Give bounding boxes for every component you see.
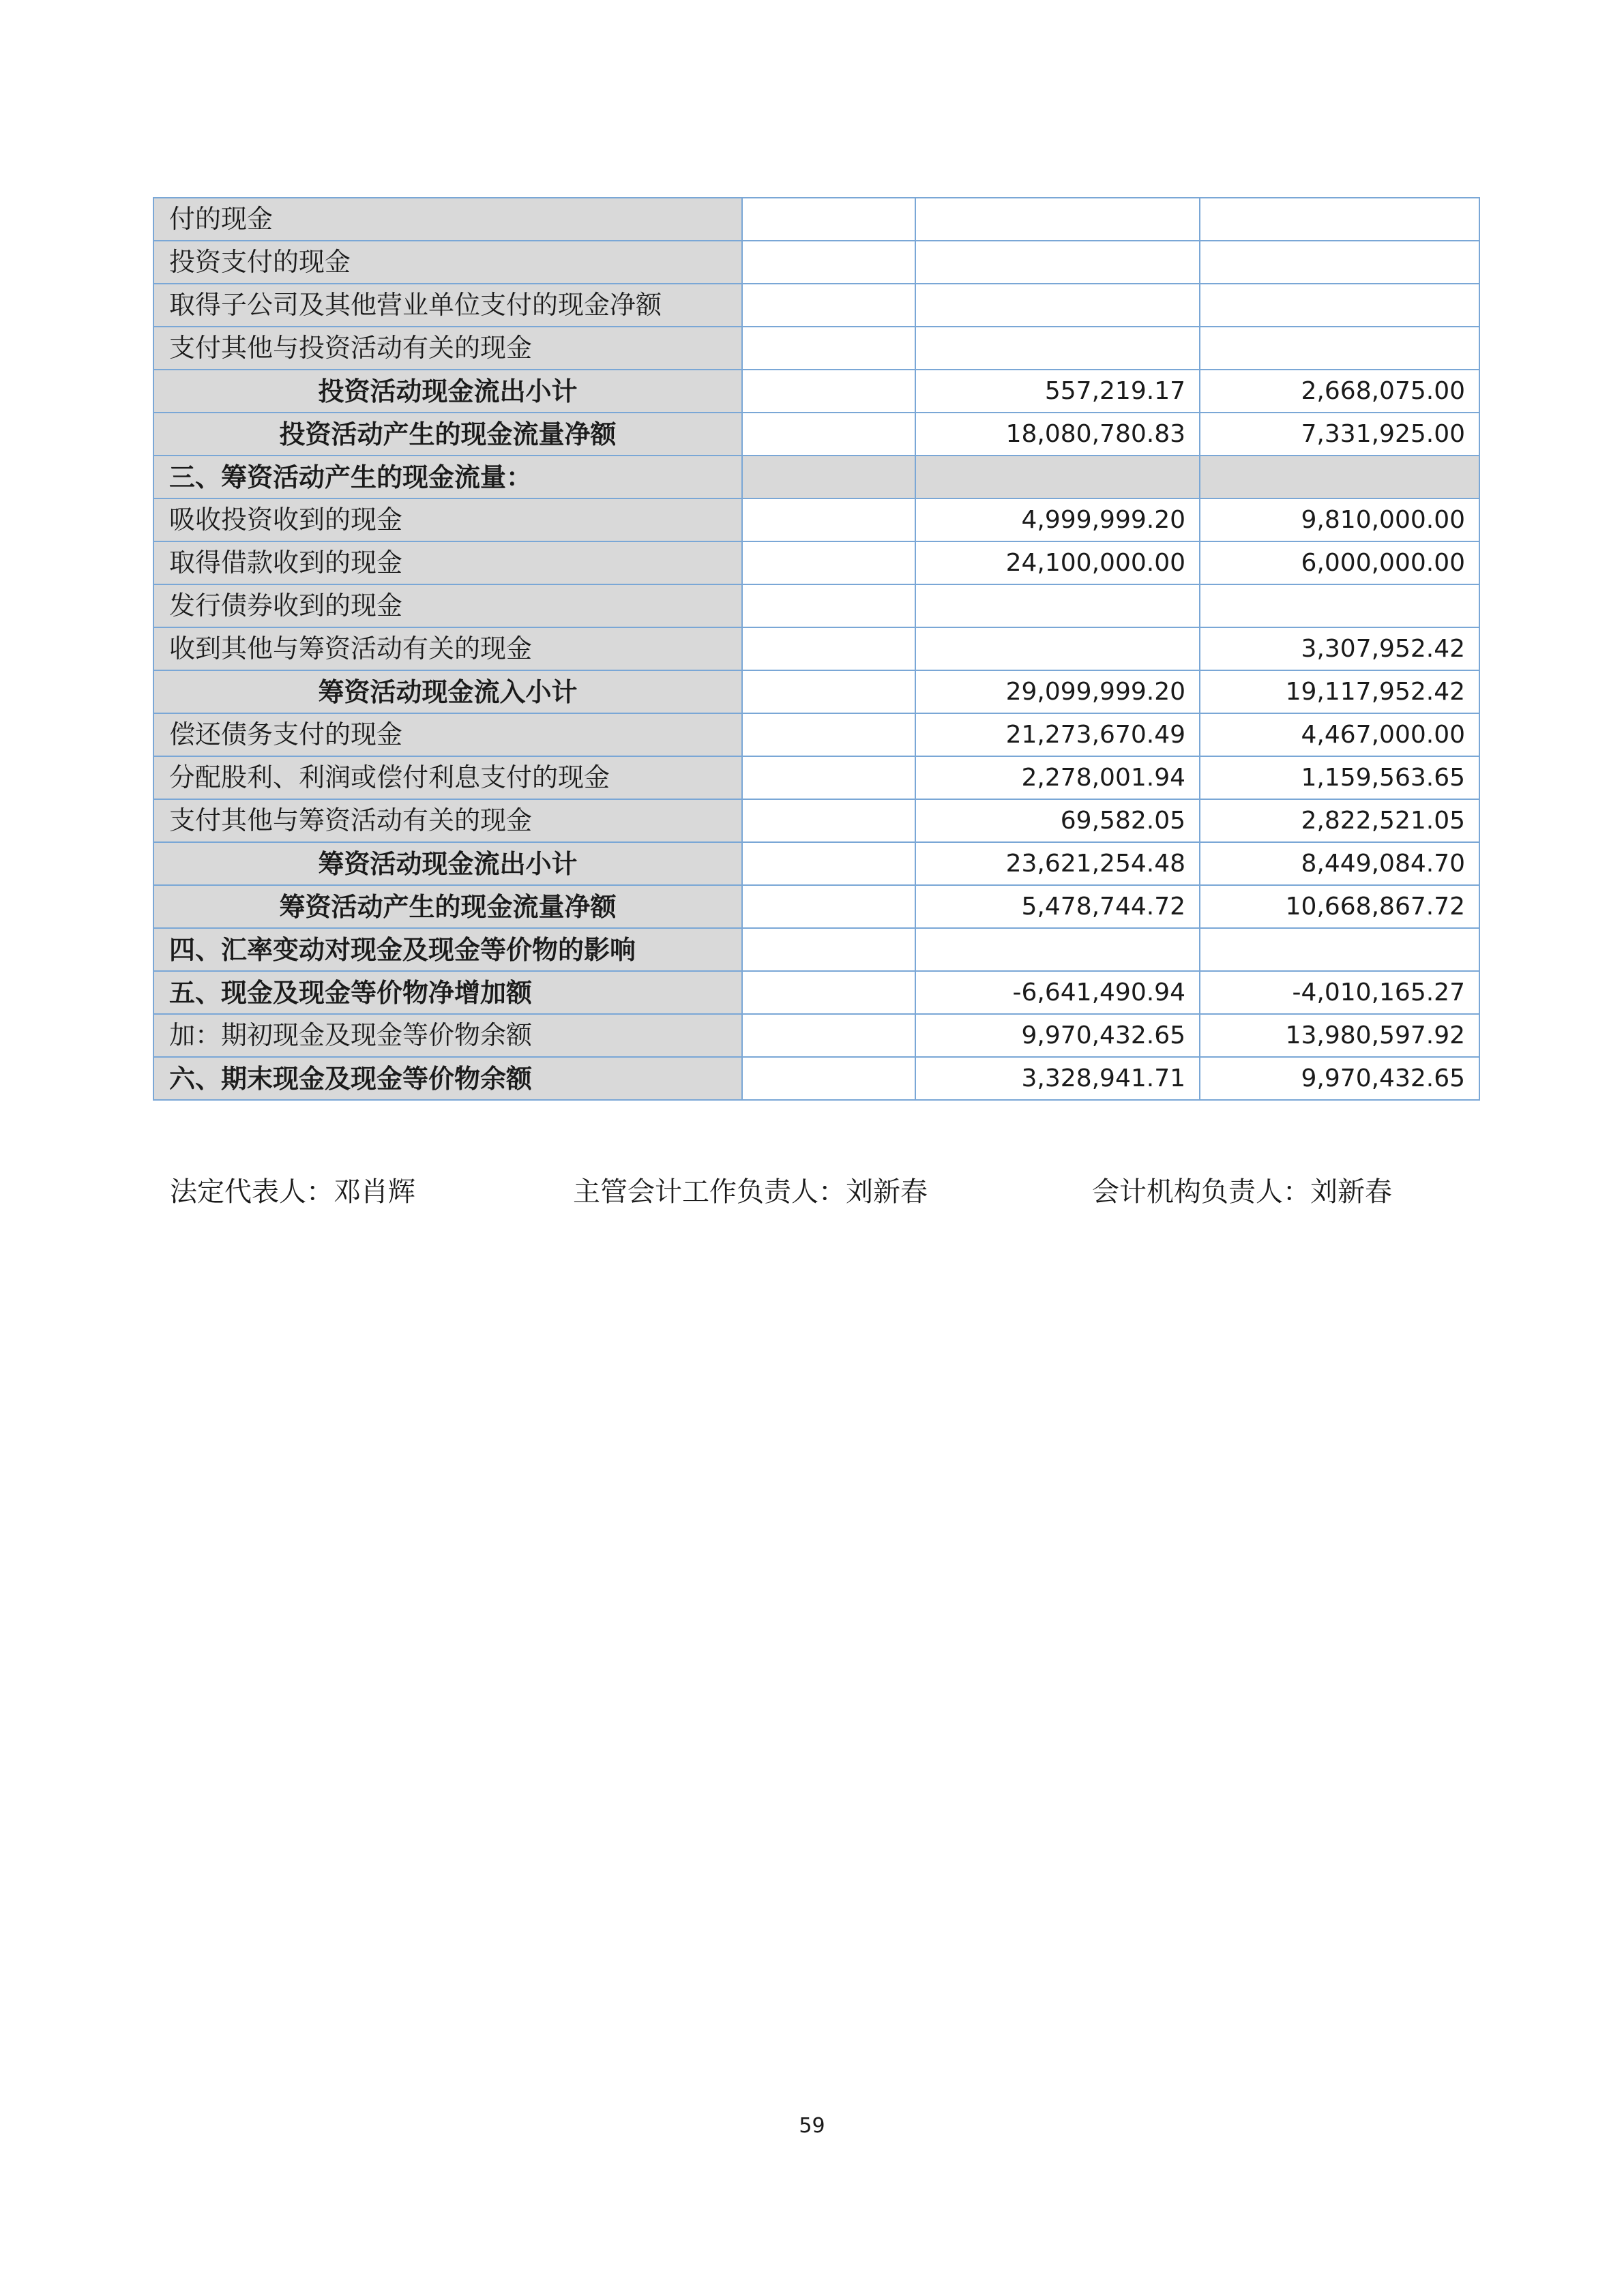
note-cell — [742, 713, 915, 756]
prior-period-value: -4,010,165.27 — [1200, 971, 1479, 1014]
row-label: 投资活动产生的现金流量净额 — [153, 413, 742, 456]
row-label: 付的现金 — [153, 198, 742, 241]
prior-period-value: 2,822,521.05 — [1200, 799, 1479, 842]
accounting-head-signature: 主管会计工作负责人：刘新春 — [573, 1176, 928, 1208]
row-label: 收到其他与筹资活动有关的现金 — [153, 627, 742, 670]
note-cell — [742, 1057, 915, 1100]
note-cell — [742, 627, 915, 670]
table-row — [153, 670, 1479, 713]
prior-period-value: 19,117,952.42 — [1200, 670, 1479, 713]
row-label: 投资支付的现金 — [153, 241, 742, 284]
row-label: 分配股利、利润或偿付利息支付的现金 — [153, 756, 742, 799]
row-label: 六、期末现金及现金等价物余额 — [153, 1057, 742, 1100]
current-period-value: 3,328,941.71 — [915, 1057, 1200, 1100]
table-row — [153, 928, 1479, 971]
note-cell — [742, 370, 915, 413]
table-row — [153, 842, 1479, 885]
note-cell — [742, 327, 915, 370]
row-label: 取得子公司及其他营业单位支付的现金净额 — [153, 284, 742, 327]
row-label: 支付其他与筹资活动有关的现金 — [153, 799, 742, 842]
prior-period-value: 10,668,867.72 — [1200, 885, 1479, 928]
note-cell — [742, 456, 915, 498]
current-period-value: -6,641,490.94 — [915, 971, 1200, 1014]
note-cell — [742, 198, 915, 241]
note-cell — [742, 756, 915, 799]
prior-period-value: 9,970,432.65 — [1200, 1057, 1479, 1100]
table-row — [153, 756, 1479, 799]
table-row — [153, 327, 1479, 370]
note-cell — [742, 842, 915, 885]
current-period-value: 18,080,780.83 — [915, 413, 1200, 456]
prior-period-value — [1200, 198, 1479, 241]
current-period-value — [915, 327, 1200, 370]
table-row — [153, 584, 1479, 627]
legal-representative-signature: 法定代表人：邓肖辉 — [170, 1176, 415, 1208]
note-cell — [742, 284, 915, 327]
row-label: 取得借款收到的现金 — [153, 541, 742, 584]
current-period-value: 9,970,432.65 — [915, 1014, 1200, 1057]
current-period-value: 5,478,744.72 — [915, 885, 1200, 928]
prior-period-value — [1200, 584, 1479, 627]
note-cell — [742, 928, 915, 971]
cash-flow-table-body — [153, 198, 1479, 1100]
current-period-value — [915, 198, 1200, 241]
current-period-value: 21,273,670.49 — [915, 713, 1200, 756]
row-label: 五、现金及现金等价物净增加额 — [153, 971, 742, 1014]
row-label: 支付其他与投资活动有关的现金 — [153, 327, 742, 370]
note-cell — [742, 885, 915, 928]
note-cell — [742, 241, 915, 284]
row-label: 加：期初现金及现金等价物余额 — [153, 1014, 742, 1057]
page-number: 59 — [799, 2114, 825, 2138]
note-cell — [742, 541, 915, 584]
table-row — [153, 198, 1479, 241]
prior-period-value — [1200, 284, 1479, 327]
row-label: 四、汇率变动对现金及现金等价物的影响 — [153, 928, 742, 971]
row-label: 吸收投资收到的现金 — [153, 498, 742, 541]
note-cell — [742, 584, 915, 627]
note-cell — [742, 1014, 915, 1057]
prior-period-value: 13,980,597.92 — [1200, 1014, 1479, 1057]
prior-period-value: 2,668,075.00 — [1200, 370, 1479, 413]
row-label: 筹资活动产生的现金流量净额 — [153, 885, 742, 928]
row-label: 筹资活动现金流入小计 — [153, 670, 742, 713]
note-cell — [742, 971, 915, 1014]
cash-flow-table — [153, 197, 1480, 1101]
prior-period-value: 8,449,084.70 — [1200, 842, 1479, 885]
note-cell — [742, 413, 915, 456]
row-label: 投资活动现金流出小计 — [153, 370, 742, 413]
current-period-value: 557,219.17 — [915, 370, 1200, 413]
current-period-value: 2,278,001.94 — [915, 756, 1200, 799]
current-period-value: 4,999,999.20 — [915, 498, 1200, 541]
prior-period-value — [1200, 241, 1479, 284]
current-period-value: 23,621,254.48 — [915, 842, 1200, 885]
table-row — [153, 498, 1479, 541]
current-period-value: 24,100,000.00 — [915, 541, 1200, 584]
table-row — [153, 713, 1479, 756]
prior-period-value: 7,331,925.00 — [1200, 413, 1479, 456]
note-cell — [742, 670, 915, 713]
table-row — [153, 627, 1479, 670]
prior-period-value — [1200, 456, 1479, 498]
prior-period-value: 6,000,000.00 — [1200, 541, 1479, 584]
row-label: 发行债券收到的现金 — [153, 584, 742, 627]
current-period-value — [915, 284, 1200, 327]
row-label: 筹资活动现金流出小计 — [153, 842, 742, 885]
current-period-value: 69,582.05 — [915, 799, 1200, 842]
table-row — [153, 1014, 1479, 1057]
table-row — [153, 241, 1479, 284]
row-label: 三、筹资活动产生的现金流量： — [153, 456, 742, 498]
current-period-value — [915, 584, 1200, 627]
prior-period-value: 9,810,000.00 — [1200, 498, 1479, 541]
table-row — [153, 1057, 1479, 1100]
table-row — [153, 370, 1479, 413]
prior-period-value: 3,307,952.42 — [1200, 627, 1479, 670]
table-row — [153, 971, 1479, 1014]
table-row — [153, 885, 1479, 928]
current-period-value — [915, 456, 1200, 498]
current-period-value: 29,099,999.20 — [915, 670, 1200, 713]
prior-period-value — [1200, 928, 1479, 971]
note-cell — [742, 498, 915, 541]
table-row — [153, 413, 1479, 456]
current-period-value — [915, 627, 1200, 670]
table-row — [153, 799, 1479, 842]
prior-period-value: 4,467,000.00 — [1200, 713, 1479, 756]
table-row — [153, 541, 1479, 584]
table-row — [153, 284, 1479, 327]
current-period-value — [915, 241, 1200, 284]
row-label: 偿还债务支付的现金 — [153, 713, 742, 756]
table-row — [153, 456, 1479, 498]
accounting-org-head-signature: 会计机构负责人：刘新春 — [1092, 1176, 1392, 1208]
note-cell — [742, 799, 915, 842]
current-period-value — [915, 928, 1200, 971]
prior-period-value — [1200, 327, 1479, 370]
prior-period-value: 1,159,563.65 — [1200, 756, 1479, 799]
